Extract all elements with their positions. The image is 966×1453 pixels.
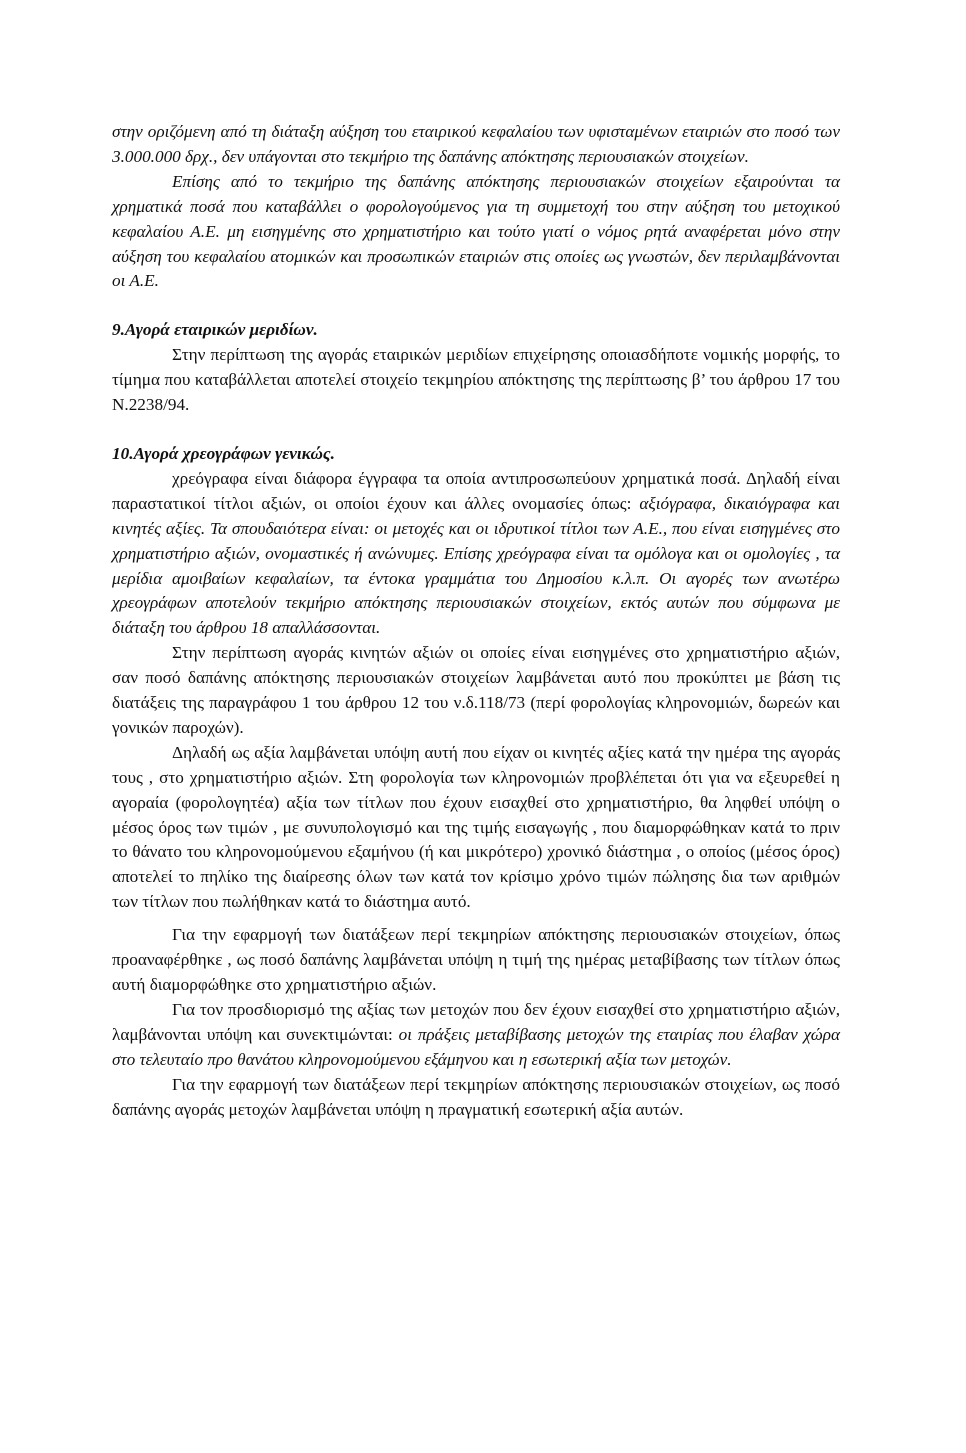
section-10-paragraph-listed-securities: Στην περίπτωση αγοράς κινητών αξιών οι οποίες είναι εισηγμένες στο χρηματιστήριο αξιών, σαν ποσό δαπάνης απόκτησης περιουσιακών στοιχείων λαμβάνεται αυτό που προκύπτει με βάση τις διατάξεις της παραγράφου 1 του άρθρου 12 του ν.δ.118/73 (περί φορολογίας κληρονομιών, δωρεών και γονικών παροχών). [112,643,840,737]
section-9-heading: 9.Αγορά εταιρικών μεριδίων. [112,320,318,340]
section-10-paragraph-valuation: Δηλαδή ως αξία λαμβάνεται υπόψη αυτή που είχαν οι κινητές αξίες κατά την ημέρα της αγοράς τους , στο χρηματιστήριο αξιών. Στη φορολογία των κληρονομιών προβλέπεται ότι για να εξευρεθεί η αγοραία (φορολογητέα) αξία των τίτλων που έχουν εισαχθεί στο χρηματιστήριο, θα ληφθεί υπόψη ο μέσος όρος των τιμών , με συνυπολογισμό και της τιμής εισαγωγής , που διαμορφώθηκαν κατά το πριν το θάνατο του κληρονομούμενου εξαμήνου (ή και μικρότερο) χρονικό διάστημα , ο οποίος (μέσος όρος) αποτελεί το πηλίκο της διαίρεσης όλων των κατά τον κρίσιμο χρόνο τιμών πώλησης δια των αριθμών των τίτλων που πωλήθηκαν κατά το διάστημα αυτό. [112,742,840,912]
definition-text: χρεόγραφα είναι διάφορα έγγραφα τα οποία αντιπροσωπεύουν χρηματικά ποσά. Δηλαδή είναι παραστατικοί τίτλοι αξιών, οι οποίοι έχουν και άλλες ονομασίες όπως: [112,468,840,513]
paragraph-continuation: στην οριζόμενη από τη διάταξη αύξηση του εταιρικού κεφαλαίου των υφισταμένων εταιριών στο ποσό των 3.000.000 δρχ., δεν υπάγονται στο τεκμήριο της δαπάνης απόκτησης περιουσιακών στοιχείων. [112,122,840,166]
section-9-paragraph: Στην περίπτωση της αγοράς εταιρικών μεριδίων επιχείρησης οποιασδήποτε νομικής μορφής, το τίμημα που καταβάλλεται αποτελεί στοιχείο τεκμηρίου απόκτησης της περίπτωσης β’ του άρθρου 17 του Ν.2238/94. [112,345,840,415]
section-10-paragraph-unlisted-shares [112,998,840,1073]
paragraph-exemption: Επίσης από το τεκμήριο της δαπάνης απόκτησης περιουσιακών στοιχείων εξαιρούνται τα χρηματικά ποσά που καταβάλλει ο φορολογούμενος για τη συμμετοχή του στην αύξηση του μετοχικού κεφαλαίου Α.Ε. μη εισηγμένης στο χρηματιστήριο και τούτο γιατί ο νόμος ρητά αναφέρεται μόνο στην αύξηση του κεφαλαίου ατομικών και προσωπικών εταιριών στις οποίες ως γνωστών, δεν περιλαμβάνονται οι Α.Ε. [112,171,840,291]
unlisted-shares-italic-text: οι πράξεις μεταβίβασης μετοχών της εταιρίας που έλαβαν χώρα στο τελευταίο προ θανάτου κληρονομούμενου εξάμηνου και η εσωτερική αξία των μετοχών. [112,1024,841,1069]
unlisted-shares-text: Για τον προσδιορισμό της αξίας των μετοχών που δεν έχουν εισαχθεί στο χρηματιστήριο αξιών, λαμβάνονται υπόψη και συνεκτιμώνται: [112,999,840,1044]
section-10-paragraph-internal-value: Για την εφαρμογή των διατάξεων περί τεκμηρίων απόκτησης περιουσιακών στοιχείων, ως ποσό δαπάνης αγοράς μετοχών λαμβάνεται υπόψη η πραγματική εσωτερική αξία αυτών. [112,1074,840,1119]
section-10-paragraph-transfer-day: Για την εφαρμογή των διατάξεων περί τεκμηρίων απόκτησης περιουσιακών στοιχείων, όπως προαναφέρθηκε , ως ποσό δαπάνης λαμβάνεται υπόψη η τιμή της ημέρας μεταβίβασης των τίτλων όπως αυτή διαμορφώθηκε στο χρηματιστήριο αξιών. [112,925,840,994]
definition-italic-text: αξιόγραφα, δικαιόγραφα και κινητές αξίες. Τα σπουδαιότερα είναι: οι μετοχές και οι ιδρυτικοί τίτλοι των Α.Ε., που είναι εισηγμένες στο χρηματιστήριο αξιών, ονομαστικές ή ανώνυμες. Επίσης χρεόγραφα είναι τα ομόλογα και οι ομολογίες , τα μερίδια αμοιβαίων κεφαλαίων, τα έντοκα γραμμάτια του Δημοσίου κ.λ.π. Οι αγορές των ανωτέρω χρεογράφων αποτελούν τεκμήριο απόκτησης περιουσιακών στοιχείων, εκτός αυτών που σύμφωνα με διάταξη του άρθρου 18 απαλλάσσονται. [112,493,840,638]
section-10-heading: 10.Αγορά χρεογράφων γενικώς. [112,443,335,463]
section-10-paragraph-definition [112,467,840,641]
document-page [112,120,840,1122]
